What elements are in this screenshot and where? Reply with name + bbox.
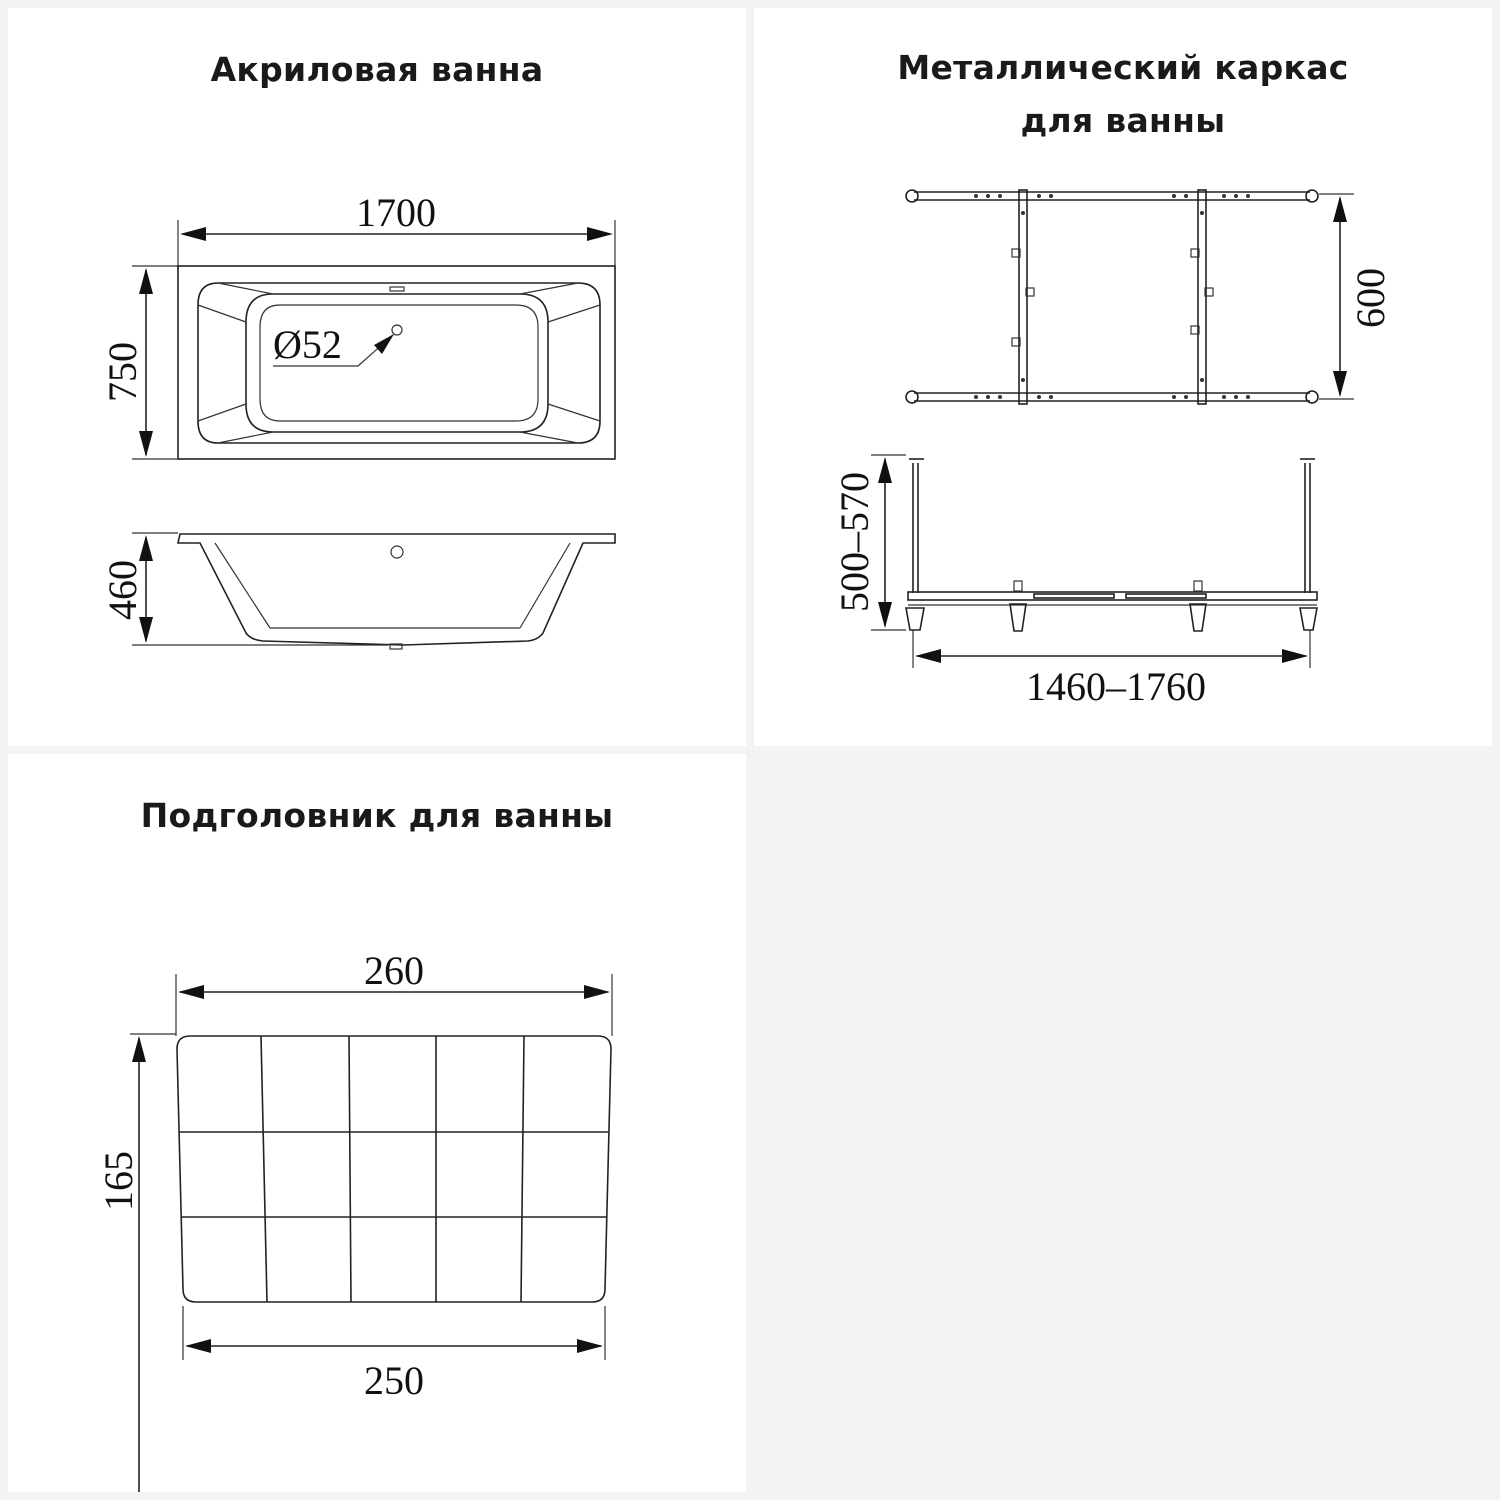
headrest-title: Подголовник для ванны: [140, 796, 614, 835]
headrest-bottom-dimension: [183, 1306, 605, 1492]
frame-panel: [754, 8, 1492, 746]
frame-side-view: [906, 459, 1317, 631]
frame-drawing: [754, 8, 1492, 746]
drain-label: Ø52: [273, 322, 342, 367]
headrest-height-label: 165: [96, 1151, 141, 1211]
frame-top-view: [906, 190, 1318, 404]
frame-height-label: 500–570: [832, 472, 877, 612]
bathtub-panel: [8, 8, 746, 746]
frame-length-label: 1460–1760: [1026, 664, 1206, 709]
frame-height-dimension: [832, 455, 906, 630]
headrest-bottom-label: 250: [364, 1358, 424, 1403]
headrest-body: [177, 1036, 611, 1302]
tub-side-view: [178, 534, 615, 649]
frame-width-dimension: [1319, 194, 1393, 399]
length-dimension: [178, 190, 615, 270]
height-label: 460: [100, 560, 145, 620]
headrest-top-label: 260: [364, 948, 424, 993]
tub-top-view: [178, 266, 615, 459]
bathtub-drawing: [8, 8, 746, 746]
headrest-panel: [8, 754, 746, 1492]
frame-length-dimension: [913, 630, 1310, 709]
frame-title-line2: для ванны: [1020, 101, 1226, 140]
width-label: 750: [100, 342, 145, 402]
headrest-top-dimension: [176, 948, 612, 1036]
frame-width-label: 600: [1348, 268, 1393, 328]
frame-title-line1: Металлический каркас: [897, 48, 1349, 87]
bathtub-title: Акриловая ванна: [210, 50, 544, 89]
drain-hole: [392, 325, 402, 335]
length-label: 1700: [356, 190, 436, 235]
headrest-drawing: [8, 754, 746, 1492]
headrest-height-dimension: [96, 1034, 180, 1492]
width-dimension: [100, 266, 178, 459]
